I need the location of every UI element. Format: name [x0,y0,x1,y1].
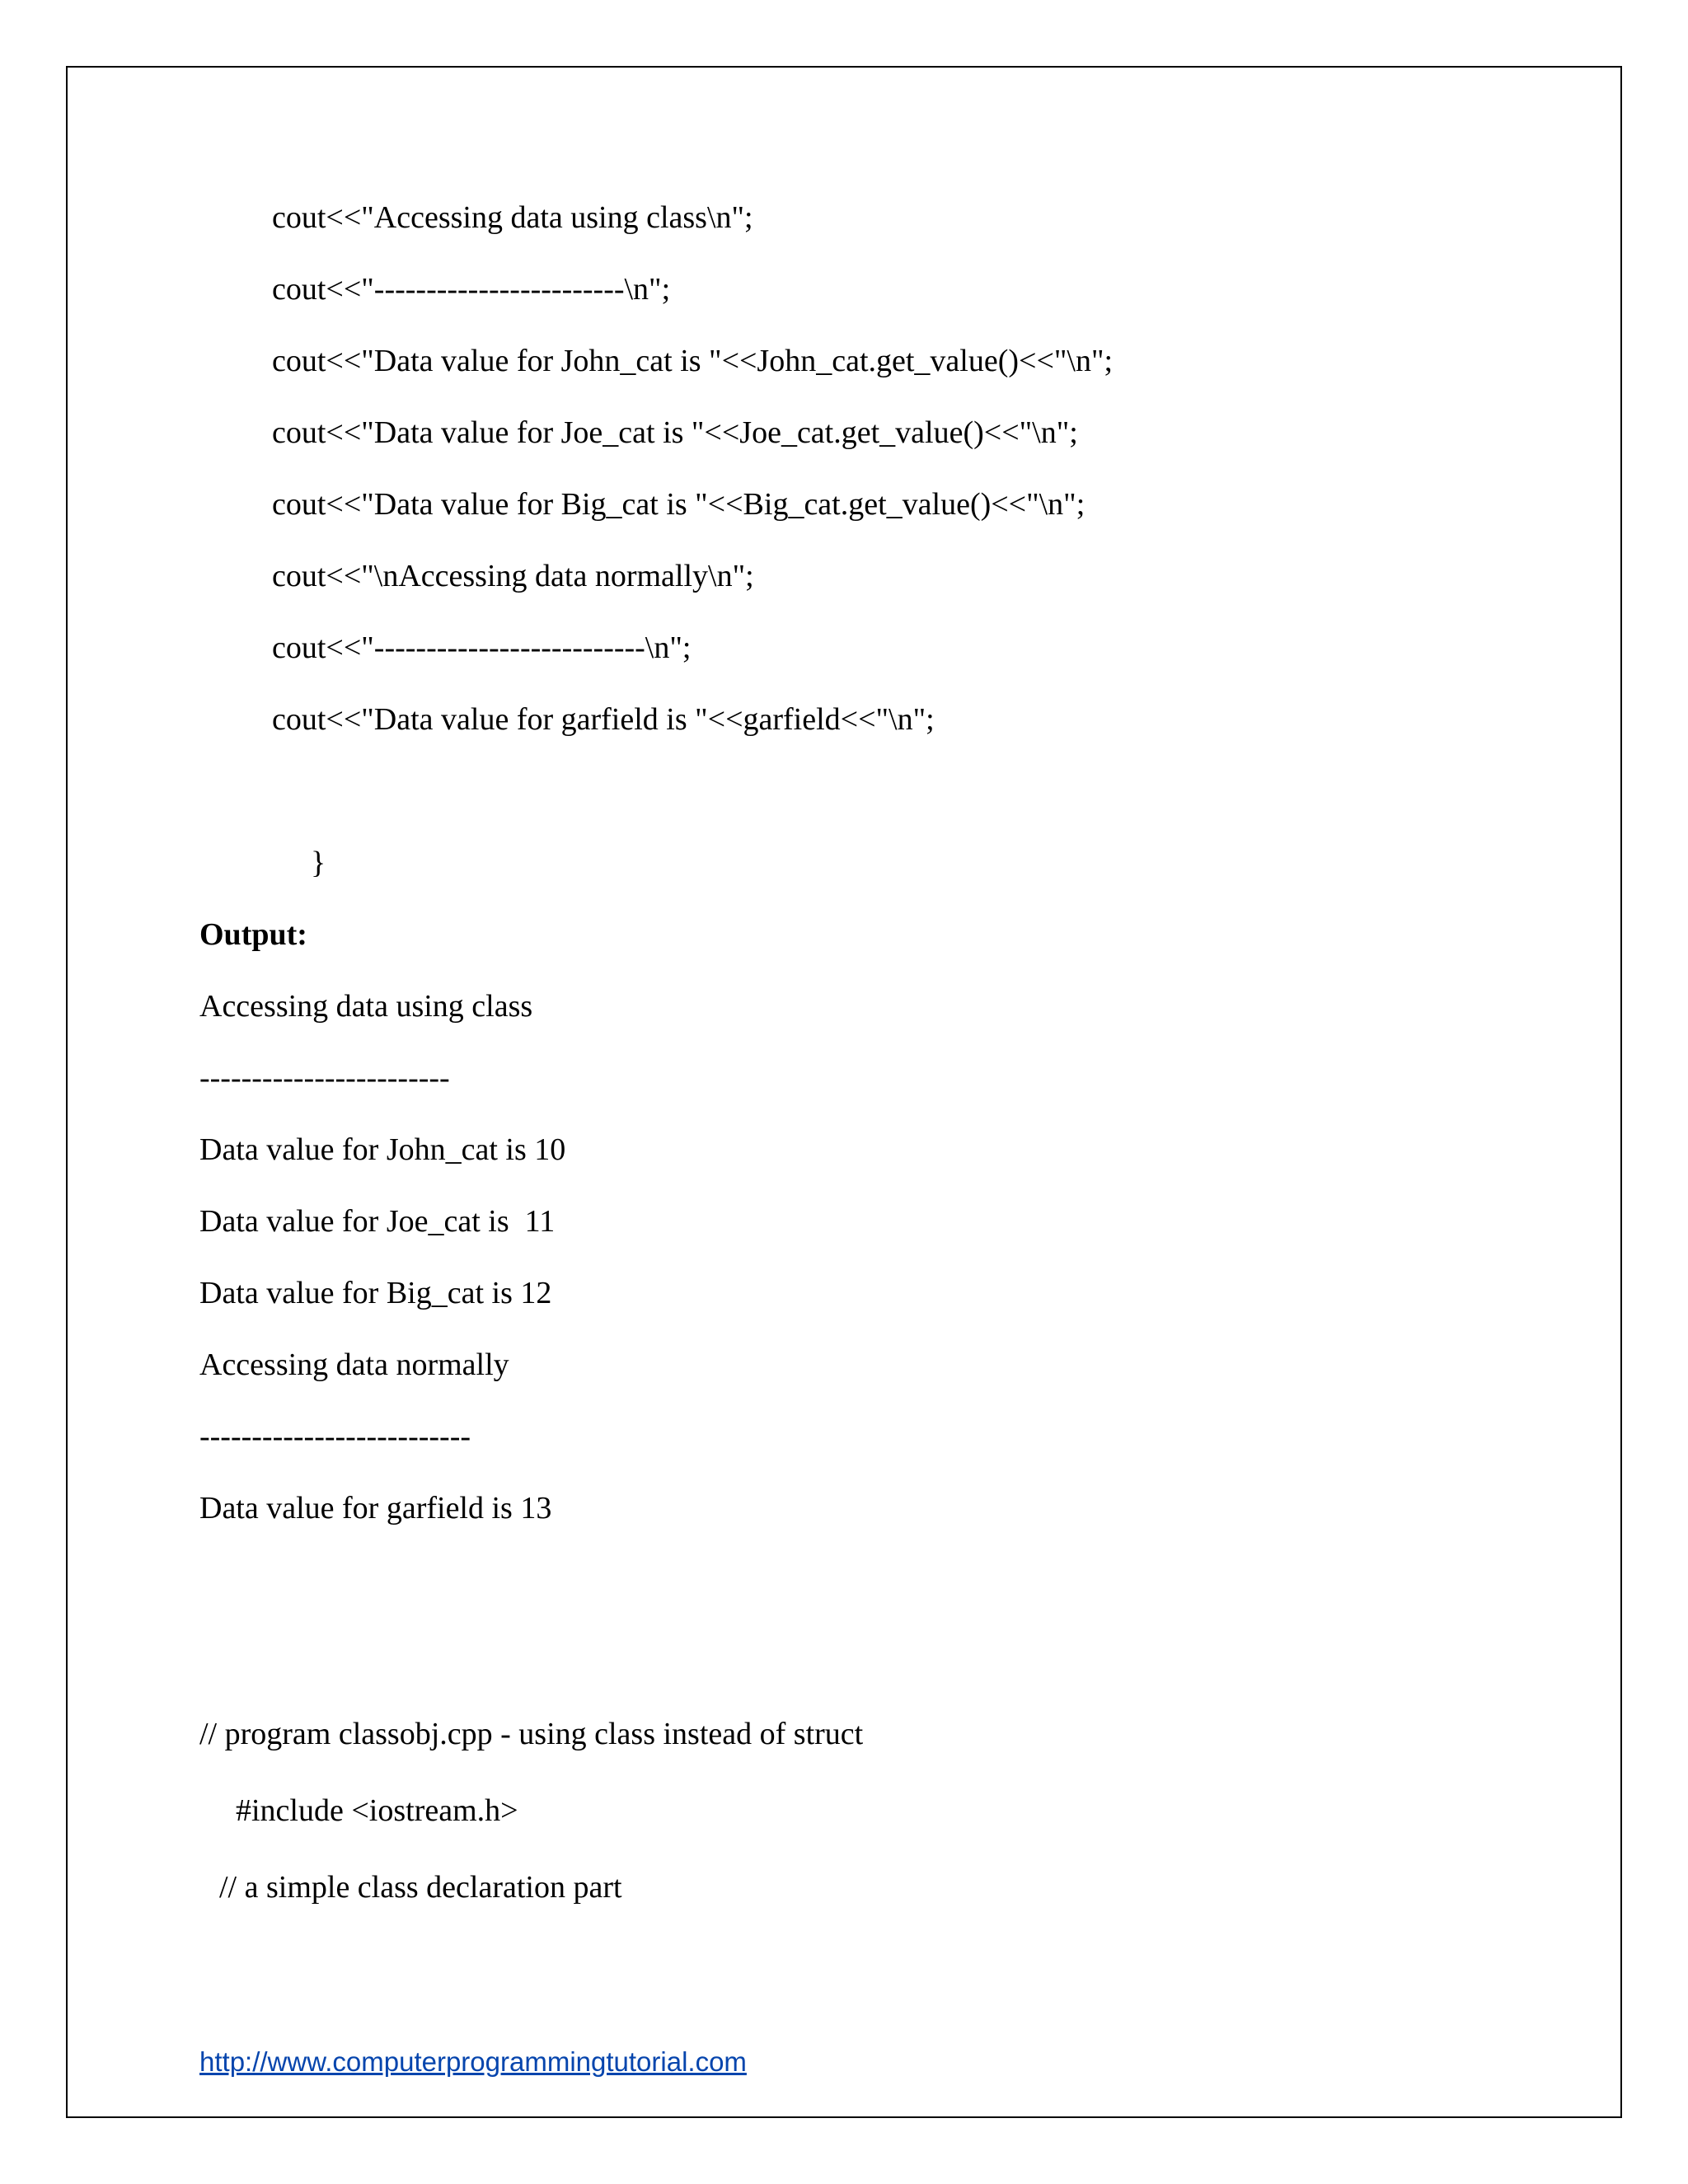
code-line: cout<<"\nAccessing data normally\n"; [272,559,754,593]
include-line: #include <iostream.h> [236,1793,518,1828]
output-line: Accessing data using class [199,989,533,1024]
output-heading: Output: [199,917,307,952]
code-line: cout<<"--------------------------\n"; [272,630,692,665]
footer-link[interactable]: http://www.computerprogrammingtutorial.com [199,2046,747,2077]
class-comment: // a simple class declaration part [219,1870,622,1905]
code-line: cout<<"------------------------\n"; [272,272,671,307]
code-line: cout<<"Data value for Joe_cat is "<<Joe_cat.get_value()<<"\n"; [272,415,1078,450]
code-line: cout<<"Data value for Big_cat is "<<Big_cat.get_value()<<"\n"; [272,487,1085,522]
output-line: Data value for John_cat is 10 [199,1132,566,1167]
output-line: Data value for Big_cat is 12 [199,1276,552,1310]
output-line: Data value for Joe_cat is 11 [199,1204,556,1239]
output-line: ------------------------ [199,1061,450,1095]
code-line: cout<<"Data value for garfield is "<<garfield<<"\n"; [272,702,935,737]
closing-brace: } [311,846,326,880]
output-line: Accessing data normally [199,1347,509,1382]
output-line: Data value for garfield is 13 [199,1491,552,1526]
output-line: -------------------------- [199,1419,471,1454]
program-comment: // program classobj.cpp - using class instead of struct [199,1717,864,1751]
code-line: cout<<"Data value for John_cat is "<<John_cat.get_value()<<"\n"; [272,344,1114,378]
code-line: cout<<"Accessing data using class\n"; [272,200,753,235]
